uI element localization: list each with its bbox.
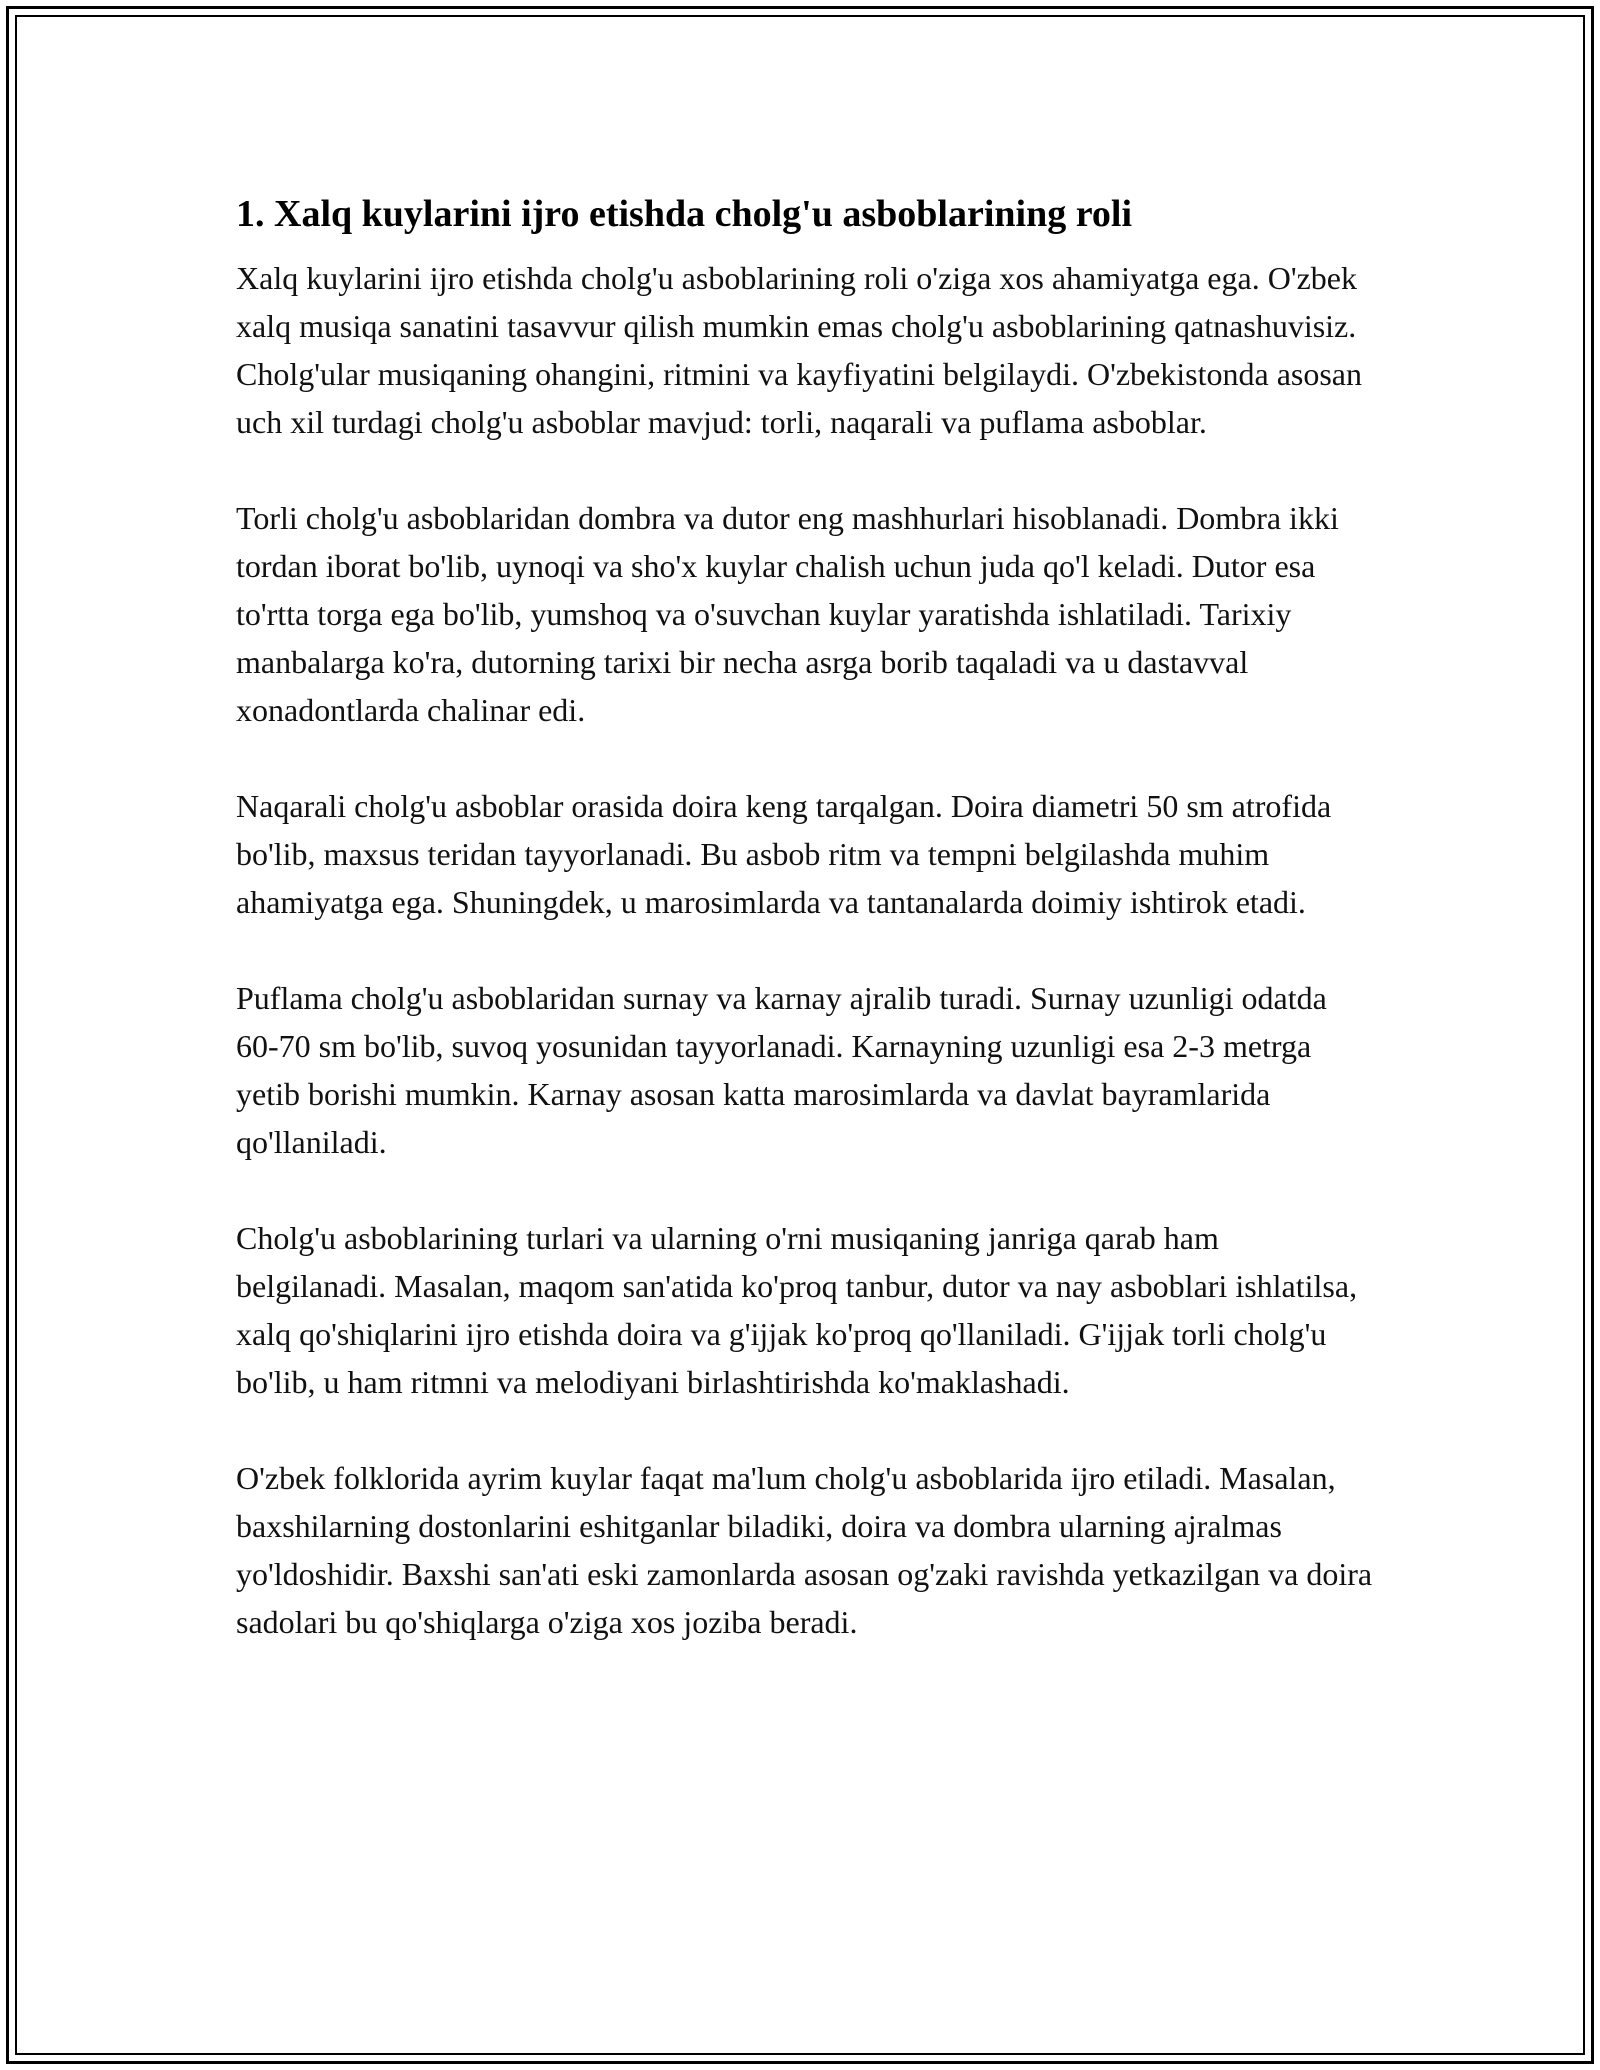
section-heading: 1. Xalq kuylarini ijro etishda cholg'u asboblarining roli — [236, 193, 1133, 235]
paragraph-wind-instruments: Puflama cholg'u asboblaridan surnay va karnay ajralib turadi. Surnay uzunligi odatda 60-70 sm bo'lib, suvoq yosunidan tayyorlanadi. Karnayning uzunligi esa 2-3 metrga yetib borishi mumkin. Karnay asosan katta marosimlarda va davlat bayramlarida qo'llaniladi. — [236, 980, 1327, 1160]
paragraph-folklore: O'zbek folklorida ayrim kuylar faqat ma'lum cholg'u asboblarida ijro etiladi. Masalan, baxshilarning dostonlarini eshitganlar biladiki, doira va dombra ularning ajralmas yo'ldoshidir. Baxshi san'ati eski zamonlarda asosan og'zaki ravishda yetkazilgan va doira sadolari bu qo'shiqlarga o'ziga xos joziba beradi. — [236, 1460, 1373, 1640]
paragraph-string-instruments: Torli cholg'u asboblaridan dombra va dutor eng mashhurlari hisoblanadi. Dombra ikki tordan iborat bo'lib, uynoqi va sho'x kuylar chalish uchun juda qo'l keladi. Dutor esa to'rtta torga ega bo'lib, yumshoq va o'suvchan kuylar yaratishda ishlatiladi. Tarixiy manbalarga ko'ra, dutorning tarixi bir necha asrga borib taqaladi va u dastavval xonadontlarda chalinar edi. — [236, 500, 1339, 728]
document-body — [236, 186, 1376, 1646]
paragraph-percussion-instruments: Naqarali cholg'u asboblar orasida doira keng tarqalgan. Doira diametri 50 sm atrofida bo'lib, maxsus teridan tayyorlanadi. Bu asbob ritm va tempni belgilashda muhim ahamiyatga ega. Shuningdek, u marosimlarda va tantanalarda doimiy ishtirok etadi. — [236, 788, 1332, 920]
paragraph-intro: Xalq kuylarini ijro etishda cholg'u asboblarining roli o'ziga xos ahamiyatga ega. O'zbek xalq musiqa sanatini tasavvur qilish mumkin emas cholg'u asboblarining qatnashuvisiz. Cholg'ular musiqaning ohangini, ritmini va kayfiyatini belgilaydi. O'zbekistonda asosan uch xil turdagi cholg'u asboblar mavjud: torli, naqarali va puflama asboblar. — [236, 260, 1362, 440]
paragraph-genres: Cholg'u asboblarining turlari va ularning o'rni musiqaning janriga qarab ham belgilanadi. Masalan, maqom san'atida ko'proq tanbur, dutor va nay asboblari ishlatilsa, xalq qo'shiqlarini ijro etishda doira va g'ijjak ko'proq qo'llaniladi. G'ijjak torli cholg'u bo'lib, u ham ritmni va melodiyani birlashtirishda ko'maklashadi. — [236, 1220, 1358, 1400]
